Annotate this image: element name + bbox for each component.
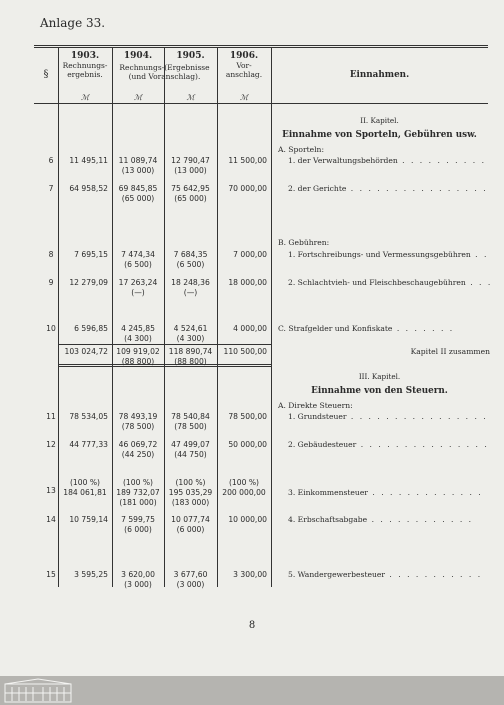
value-1904-budget: (3 000)	[124, 580, 152, 589]
value-1903: 11 495,11	[69, 156, 108, 165]
value-1905	[164, 440, 217, 460]
value-1905	[164, 250, 217, 270]
row-description-text: 5. Wandergewerbesteuer	[288, 570, 385, 579]
chapter2-title: Einnahme von Sporteln, Gebühren usw.	[282, 130, 477, 140]
value-1906-rate: (100 %)	[228, 478, 260, 487]
total-1905-budget: (88 800)	[174, 357, 207, 366]
value-1905-budget: (3 000)	[176, 580, 205, 589]
row-description-text: 2. Gebäudesteuer	[288, 440, 357, 449]
total-1905-actual: 118 890,74	[168, 347, 213, 356]
value-1904-actual: 78 493,19	[118, 412, 158, 421]
value-1904	[112, 250, 164, 270]
col-1903-unit: ℳ	[80, 93, 90, 102]
row-description: 4. Erbschaftsabgabe . . . . . . . . . . . .	[288, 515, 474, 524]
col-divider-5	[271, 47, 272, 587]
col-divider-1	[58, 47, 59, 587]
value-1906: 78 500,00	[228, 412, 267, 421]
value-1906: 50 000,00	[228, 440, 267, 449]
chapter2-total-label: Kapitel II zusammen	[410, 347, 490, 356]
col-1905-header	[164, 52, 217, 61]
section-number: 14	[46, 515, 56, 524]
value-1905-actual: 75 642,95	[171, 184, 210, 193]
row-description-text: 1. der Verwaltungsbehörden	[288, 156, 398, 165]
col-1906-label: Vor- anschlag.	[225, 61, 263, 79]
value-1905-actual: 195 035,29	[168, 488, 213, 497]
value-1905-budget: (183 000)	[171, 498, 210, 507]
col-1905-year: 1905.	[176, 51, 205, 61]
row-description: 2. Schlachtvieh- und Fleischbeschaugebühren . . .	[288, 278, 493, 287]
col-1904-1905-label: Rechnungs-(Ergebnisse (und Voranschlag).	[119, 63, 210, 81]
value-1904-budget: (6 000)	[124, 525, 152, 534]
value-1904	[112, 515, 164, 535]
value-1904-actual: 17 263,24	[118, 278, 158, 287]
value-1906-budget: 200 000,00	[222, 488, 266, 497]
value-1905-rate: (100 %)	[175, 478, 206, 487]
col-1903-label: Rechnungs- ergebnis.	[62, 61, 108, 79]
chapter2-heading: II. Kapitel.	[360, 116, 399, 125]
library-building-logo	[4, 678, 72, 703]
value-1903: 64 958,52	[69, 184, 108, 193]
row-description-text: C. Strafgelder und Konfiskate	[278, 324, 393, 333]
value-1903: 7 695,15	[74, 250, 108, 259]
section-number: 7	[48, 184, 54, 193]
value-1905-actual: 78 540,84	[171, 412, 210, 421]
value-1903: 6 596,85	[74, 324, 108, 333]
value-1905	[164, 156, 217, 176]
value-1905	[164, 184, 217, 204]
bottom-strip	[0, 676, 504, 705]
total-1903: 103 024,72	[64, 347, 108, 356]
section-number: 11	[46, 412, 56, 421]
row-description-text: 4. Erbschaftsabgabe	[288, 515, 368, 524]
value-1905-budget: (6 500)	[176, 260, 205, 269]
value-1905-actual: 12 790,47	[171, 156, 210, 165]
value-1905	[164, 412, 217, 432]
value-1904	[112, 278, 164, 298]
value-1905	[164, 278, 217, 298]
row-description: 2. der Gerichte . . . . . . . . . . . . . . . .	[288, 184, 488, 193]
value-1904-budget: (44 250)	[121, 450, 155, 459]
value-1904	[112, 412, 164, 432]
value-1906	[217, 478, 271, 498]
value-1903: 10 759,14	[69, 515, 108, 524]
section-header: §	[43, 69, 49, 80]
value-1904-budget: (65 000)	[121, 194, 155, 203]
total-1905	[164, 347, 217, 367]
chapter2-group-a: A. Sporteln:	[278, 145, 325, 154]
value-1904-budget: (181 000)	[119, 498, 157, 507]
value-1904-budget: (6 500)	[124, 260, 152, 269]
value-1905	[164, 515, 217, 535]
section-number: 6	[48, 156, 54, 165]
section-number: 15	[46, 570, 56, 579]
value-1905	[164, 324, 217, 344]
chapter2-group-b: B. Gebühren:	[278, 238, 330, 247]
value-1904	[112, 440, 164, 460]
col-1904-header	[112, 52, 164, 61]
value-1904-actual: 69 845,85	[118, 184, 158, 193]
value-1904-budget: (13 000)	[121, 166, 155, 175]
row-description: 1. Grundsteuer . . . . . . . . . . . . . . . .	[288, 412, 488, 421]
col-1906-unit: ℳ	[239, 93, 249, 102]
value-1904-actual: 189 732,07	[116, 488, 160, 497]
row-description: 1. der Verwaltungsbehörden . . . . . . . . . .	[288, 156, 486, 165]
value-1903: 78 534,05	[69, 412, 108, 421]
value-1905-actual: 3 677,60	[173, 570, 208, 579]
value-1904	[112, 156, 164, 176]
value-1905-actual: 10 077,74	[171, 515, 210, 524]
row-description-text: 1. Grundsteuer	[288, 412, 347, 421]
col-1903-header	[58, 52, 112, 79]
value-1905	[164, 570, 217, 590]
value-1903: 44 777,33	[69, 440, 108, 449]
value-1904-budget: (4 300)	[124, 334, 152, 343]
value-1903: 12 279,09	[69, 278, 108, 287]
value-1904-budget: (78 500)	[121, 422, 155, 431]
value-1905-budget: (6 000)	[176, 525, 205, 534]
subtotal-rule	[58, 344, 272, 345]
value-1905-budget: (—)	[183, 288, 198, 297]
table-top-rule	[34, 45, 488, 46]
total-1904-budget: (88 800)	[121, 357, 155, 366]
value-1904	[112, 324, 164, 344]
income-header: Einnahmen.	[349, 70, 410, 80]
chapter3-group-a: A. Direkte Steuern:	[278, 401, 353, 410]
value-1904	[112, 184, 164, 204]
value-1906: 10 000,00	[228, 515, 267, 524]
row-description: C. Strafgelder und Konfiskate . . . . . . .	[278, 324, 455, 333]
header-rule	[34, 103, 488, 104]
annex-label: Anlage 33.	[40, 16, 106, 30]
value-1906: 18 000,00	[228, 278, 267, 287]
section-number: 8	[48, 250, 54, 259]
value-1903	[58, 478, 112, 498]
value-1905-budget: (13 000)	[174, 166, 207, 175]
table-top-rule-2	[34, 47, 488, 48]
value-1904-rate: (100 %)	[122, 478, 154, 487]
value-1904-actual: 3 620,00	[121, 570, 155, 579]
value-1906: 4 000,00	[233, 324, 267, 333]
col-1906-year: 1906.	[229, 51, 259, 61]
value-1906: 3 300,00	[233, 570, 267, 579]
value-1905-budget: (65 000)	[174, 194, 207, 203]
value-1904-budget: (—)	[131, 288, 145, 297]
value-1905-actual: 47 499,07	[171, 440, 210, 449]
value-1906: 7 000,00	[233, 250, 267, 259]
value-1905	[164, 478, 217, 508]
value-1904-actual: 46 069,72	[118, 440, 158, 449]
value-1904-actual: 7 599,75	[121, 515, 155, 524]
value-1904-actual: 7 474,34	[121, 250, 155, 259]
row-description: 5. Wandergewerbesteuer . . . . . . . . . . .	[288, 570, 483, 579]
value-1906: 11 500,00	[228, 156, 267, 165]
total-1904	[112, 347, 164, 367]
row-description: 3. Einkommensteuer . . . . . . . . . . . . .	[288, 488, 483, 497]
row-description-text: 2. Schlachtvieh- und Fleischbeschaugebühren	[288, 278, 466, 287]
value-1904-actual: 4 245,85	[121, 324, 155, 333]
value-1904	[112, 478, 164, 508]
row-description-text: 3. Einkommensteuer	[288, 488, 368, 497]
row-description-text: 2. der Gerichte	[288, 184, 347, 193]
page-number: 8	[248, 620, 256, 631]
value-1905-budget: (4 300)	[176, 334, 205, 343]
section-number: 13	[46, 486, 56, 495]
row-description-text: 1. Fortschreibungs- und Vermessungsgebühren	[288, 250, 471, 259]
col-1904-year: 1904.	[123, 51, 153, 61]
value-1904-actual: 11 089,74	[118, 156, 158, 165]
value-1903-rate: (100 %)	[69, 478, 101, 487]
col-1903-year: 1903.	[70, 51, 100, 61]
col-1904-unit: ℳ	[133, 93, 143, 102]
col-1906-header	[217, 52, 271, 79]
section-number: 9	[48, 278, 54, 287]
col-divider-4	[217, 47, 218, 587]
chapter3-heading: III. Kapitel.	[358, 372, 401, 381]
row-description: 1. Fortschreibungs- und Vermessungsgebühren . .	[288, 250, 489, 259]
chapter3-title: Einnahme von den Steuern.	[311, 386, 448, 396]
value-1905-actual: 18 248,36	[171, 278, 210, 287]
total-1906: 110 500,00	[223, 347, 267, 356]
value-1903: 3 595,25	[74, 570, 108, 579]
col-1905-unit: ℳ	[186, 93, 195, 102]
value-1905-actual: 7 684,35	[173, 250, 208, 259]
value-1906: 70 000,00	[228, 184, 267, 193]
value-1905-budget: (78 500)	[174, 422, 207, 431]
value-1903-actual: 184 061,81	[63, 488, 107, 497]
total-1904-actual: 109 919,02	[116, 347, 160, 356]
value-1905-actual: 4 524,61	[173, 324, 208, 333]
value-1904	[112, 570, 164, 590]
value-1905-budget: (44 750)	[174, 450, 207, 459]
section-number: 10	[46, 324, 56, 333]
section-number: 12	[46, 440, 56, 449]
row-description: 2. Gebäudesteuer . . . . . . . . . . . . . . .	[288, 440, 489, 449]
